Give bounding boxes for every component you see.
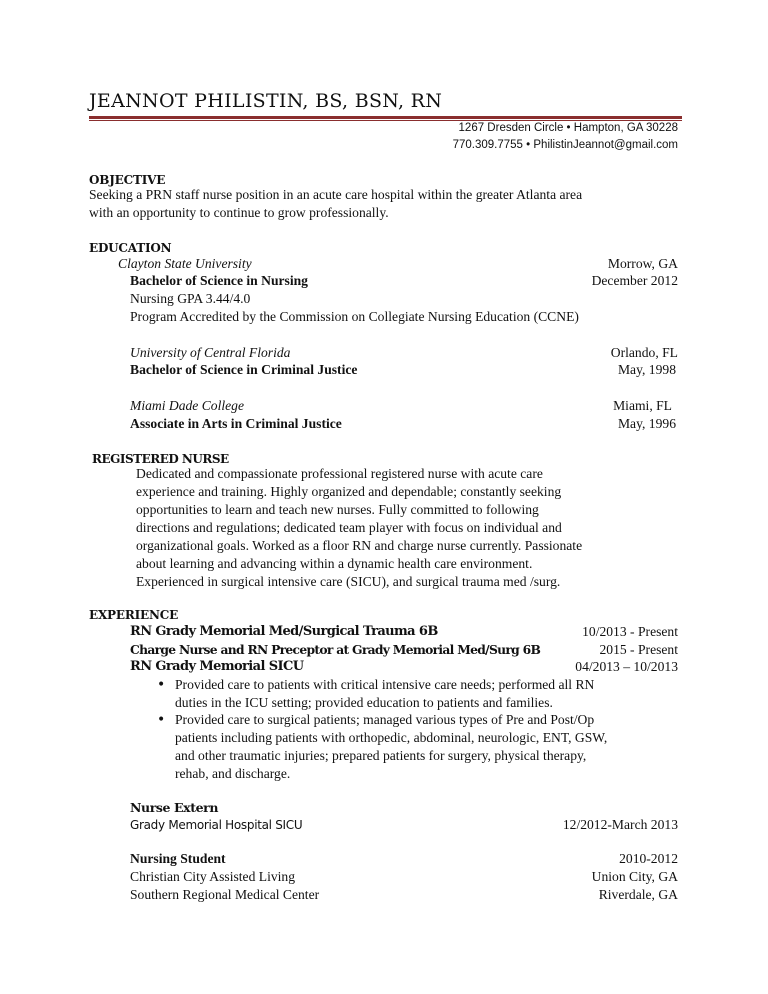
job-2-title: Charge Nurse and RN Preceptor at Grady Memorial Med/Surg 6B: [130, 642, 541, 657]
student-place-2: Southern Regional Medical Center: [130, 887, 320, 902]
degree-1-gpa: Nursing GPA 3.44/4.0: [130, 291, 251, 306]
bullet-1-line-2: duties in the ICU setting; provided education to patients and families.: [175, 695, 553, 710]
school-3: Miami Dade College: [130, 398, 245, 413]
degree-1: Bachelor of Science in Nursing: [130, 273, 308, 288]
school-1-location: Morrow, GA: [607, 256, 678, 271]
objective-line-1: Seeking a PRN staff nurse position in an acute care hospital within the greater Atlanta area: [89, 187, 583, 202]
job-2-date: 2015 - Present: [599, 642, 678, 657]
degree-3: Associate in Arts in Criminal Justice: [130, 416, 342, 431]
rn-summary-line-5: organizational goals. Worked as a floor RN and charge nurse currently. Passionate: [136, 538, 583, 553]
rn-summary-line-3: opportunities to learn and teach new nurses. Fully committed to following: [136, 502, 539, 517]
school-2-location: Orlando, FL: [610, 345, 678, 360]
bullet-2-line-3: and other traumatic injuries; prepared patients for surgery, physical therapy,: [175, 748, 587, 763]
school-2: University of Central Florida: [130, 345, 291, 360]
extern-date: 12/2012-March 2013: [562, 817, 678, 832]
degree-3-date: May, 1996: [617, 416, 676, 431]
bullet-1-marker: •: [157, 677, 166, 693]
degree-1-date: December 2012: [591, 273, 678, 288]
bullet-2-line-1: Provided care to surgical patients; managed various types of Pre and Post/Op: [175, 712, 595, 727]
contact-address: 1267 Dresden Circle • Hampton, GA 30228: [458, 122, 678, 134]
header-rule-thick: [89, 116, 682, 119]
job-3-title: RN Grady Memorial SICU: [130, 659, 304, 674]
bullet-1-line-1: Provided care to patients with critical intensive care needs; performed all RN: [175, 677, 595, 692]
student-date: 2010-2012: [619, 851, 678, 866]
objective-line-2: with an opportunity to continue to grow professionally.: [89, 205, 389, 220]
extern-title: Nurse Extern: [130, 800, 219, 815]
rn-summary-line-1: Dedicated and compassionate professional registered nurse with acute care: [136, 466, 543, 481]
job-1-title: RN Grady Memorial Med/Surgical Trauma 6B: [130, 624, 438, 639]
job-1-date: 10/2013 - Present: [582, 624, 678, 639]
experience-heading: EXPERIENCE: [89, 608, 179, 622]
bullet-2-line-4: rehab, and discharge.: [175, 766, 291, 781]
registered-nurse-heading: REGISTERED NURSE: [92, 452, 229, 466]
job-3-date: 04/2013 – 10/2013: [575, 659, 678, 674]
header-rule-thin: [89, 120, 682, 121]
school-3-location: Miami, FL: [613, 398, 672, 413]
degree-2: Bachelor of Science in Criminal Justice: [130, 362, 358, 377]
candidate-name: JEANNOT PHILISTIN, BS, BSN, RN: [89, 90, 443, 112]
degree-1-accreditation: Program Accredited by the Commission on Collegiate Nursing Education (CCNE): [130, 309, 579, 324]
contact-phone-email: 770.309.7755 • PhilistinJeannot@gmail.com: [452, 139, 678, 151]
objective-heading: OBJECTIVE: [89, 173, 166, 187]
student-title: Nursing Student: [130, 851, 226, 866]
extern-place: Grady Memorial Hospital SICU: [130, 818, 303, 832]
degree-2-date: May, 1998: [617, 362, 676, 377]
bullet-2-line-2: patients including patients with orthopedic, abdominal, neurologic, ENT, GSW,: [175, 730, 608, 745]
rn-summary-line-4: directions and regulations; dedicated team player with focus on individual and: [136, 520, 562, 535]
bullet-2-marker: •: [157, 712, 166, 728]
rn-summary-line-2: experience and training. Highly organized and dependable; constantly seeking: [136, 484, 562, 499]
student-location-1: Union City, GA: [591, 869, 678, 884]
rn-summary-line-7: Experienced in surgical intensive care (SICU), and surgical trauma med /surg.: [136, 574, 561, 589]
education-heading: EDUCATION: [89, 241, 172, 255]
rn-summary-line-6: about learning and advancing within a dynamic health care environment.: [136, 556, 533, 571]
student-place-1: Christian City Assisted Living: [130, 869, 296, 884]
student-location-2: Riverdale, GA: [598, 887, 678, 902]
school-1: Clayton State University: [118, 256, 252, 271]
